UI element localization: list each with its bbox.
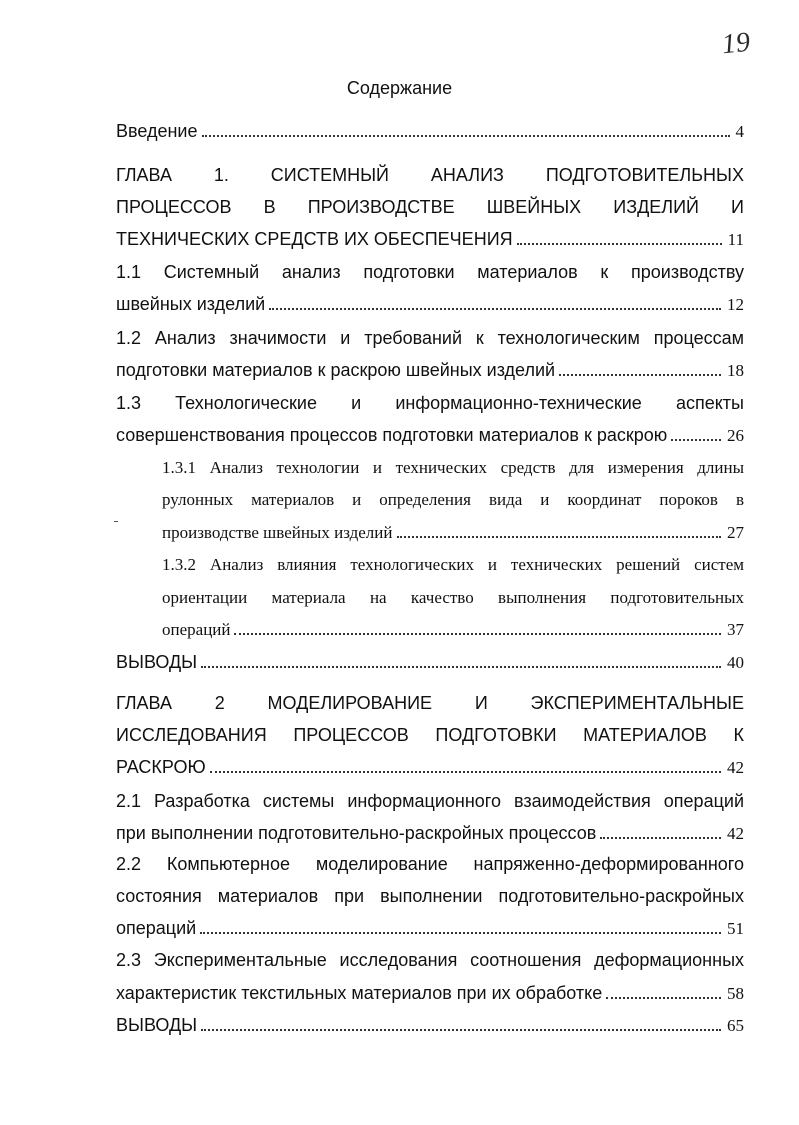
toc-entry-introduction[interactable] <box>116 115 744 147</box>
dot-leader <box>200 932 721 934</box>
toc-text: совершенствования процессов подготовки материалов к раскрою <box>116 425 668 445</box>
dot-leader <box>600 837 721 839</box>
toc-page-number: 42 <box>727 824 744 843</box>
dot-leader <box>671 439 721 441</box>
toc-page-number: 42 <box>727 758 744 777</box>
toc-conclusions-1[interactable] <box>116 646 744 678</box>
toc-text: швейных изделий <box>116 294 266 314</box>
dot-leader <box>210 771 721 773</box>
dot-leader <box>234 633 721 635</box>
toc-page-number: 18 <box>727 361 744 380</box>
toc-section-1-2-line-2[interactable] <box>116 354 744 386</box>
contents-title: Содержание <box>346 78 453 98</box>
toc-chapter-2-line-1[interactable]: ГЛАВА 2 МОДЕЛИРОВАНИЕ И ЭКСПЕРИМЕНТАЛЬНЫЕ <box>116 693 744 713</box>
toc-subsection-1-3-1-line-2[interactable]: рулонных материалов и определения вида и координат пороков в <box>162 490 744 509</box>
toc-page-number: 40 <box>727 653 744 672</box>
toc-text: операций <box>162 620 231 639</box>
toc-section-1-1-line-1[interactable]: 1.1 Системный анализ подготовки материалов к производству <box>116 262 744 282</box>
dot-leader <box>201 666 721 668</box>
toc-conclusions-2[interactable] <box>116 1009 744 1041</box>
toc-text: при выполнении подготовительно-раскройных процессов <box>116 823 597 843</box>
dot-leader <box>397 536 722 538</box>
toc-subsection-1-3-2-line-3[interactable] <box>162 614 744 646</box>
toc-section-1-1-line-2[interactable] <box>116 288 744 320</box>
toc-text: РАСКРОЮ <box>116 757 206 777</box>
toc-text: Введение <box>116 121 198 141</box>
toc-section-2-2-line-3[interactable] <box>116 912 744 944</box>
toc-chapter-1-line-3[interactable] <box>116 223 744 255</box>
toc-section-2-3-line-1[interactable]: 2.3 Экспериментальные исследования соотношения деформационных <box>116 950 744 970</box>
toc-section-2-2-line-2[interactable]: состояния материалов при выполнении подготовительно-раскройных <box>116 886 744 906</box>
toc-page-number: 51 <box>727 919 744 938</box>
dot-leader <box>606 997 721 999</box>
toc-text: производстве швейных изделий <box>162 523 393 542</box>
toc-section-1-3-line-2[interactable] <box>116 419 744 451</box>
toc-subsection-1-3-1-line-3[interactable] <box>162 517 744 549</box>
toc-chapter-1-line-2[interactable]: ПРОЦЕССОВ В ПРОИЗВОДСТВЕ ШВЕЙНЫХ ИЗДЕЛИЙ И <box>116 197 744 217</box>
toc-section-2-1-line-2[interactable] <box>116 817 744 849</box>
toc-text: операций <box>116 918 197 938</box>
dot-leader <box>202 135 730 137</box>
toc-page-number: 11 <box>727 230 744 249</box>
dot-leader <box>559 374 721 376</box>
toc-page-number: 26 <box>727 426 744 445</box>
toc-page-number: 4 <box>735 122 744 141</box>
dot-leader <box>517 243 722 245</box>
toc-text: ВЫВОДЫ <box>116 652 198 672</box>
toc-section-1-3-line-1[interactable]: 1.3 Технологические и информационно-технические аспекты <box>116 393 744 413</box>
toc-text: ВЫВОДЫ <box>116 1015 198 1035</box>
toc-subsection-1-3-2-line-1[interactable]: 1.3.2 Анализ влияния технологических и технических решений систем <box>162 555 744 574</box>
toc-page-number: 58 <box>727 984 744 1003</box>
toc-section-2-2-line-1[interactable]: 2.2 Компьютерное моделирование напряженно-деформированного <box>116 854 744 874</box>
dot-leader <box>269 308 721 310</box>
scan-mark <box>114 521 118 522</box>
toc-chapter-1-line-1[interactable]: ГЛАВА 1. СИСТЕМНЫЙ АНАЛИЗ ПОДГОТОВИТЕЛЬНЫХ <box>116 165 744 185</box>
toc-section-2-1-line-1[interactable]: 2.1 Разработка системы информационного взаимодействия операций <box>116 791 744 811</box>
toc-page-number: 37 <box>727 620 744 639</box>
toc-chapter-2-line-2[interactable]: ИССЛЕДОВАНИЯ ПРОЦЕССОВ ПОДГОТОВКИ МАТЕРИАЛОВ К <box>116 725 744 745</box>
handwritten-page-number: 19 <box>720 26 752 61</box>
toc-chapter-2-line-3[interactable] <box>116 751 744 783</box>
dot-leader <box>201 1029 721 1031</box>
toc-text: ТЕХНИЧЕСКИХ СРЕДСТВ ИХ ОБЕСПЕЧЕНИЯ <box>116 229 513 249</box>
toc-page-number: 12 <box>727 295 744 314</box>
toc-section-1-2-line-1[interactable]: 1.2 Анализ значимости и требований к технологическим процессам <box>116 328 744 348</box>
toc-section-2-3-line-2[interactable] <box>116 977 744 1009</box>
toc-subsection-1-3-2-line-2[interactable]: ориентации материала на качество выполнения подготовительных <box>162 588 744 607</box>
toc-page-number: 27 <box>727 523 744 542</box>
toc-page-number: 65 <box>727 1016 744 1035</box>
toc-text: характеристик текстильных материалов при их обработке <box>116 983 603 1003</box>
toc-text: подготовки материалов к раскрою швейных изделий <box>116 360 556 380</box>
toc-subsection-1-3-1-line-1[interactable]: 1.3.1 Анализ технологии и технических средств для измерения длины <box>162 458 744 477</box>
